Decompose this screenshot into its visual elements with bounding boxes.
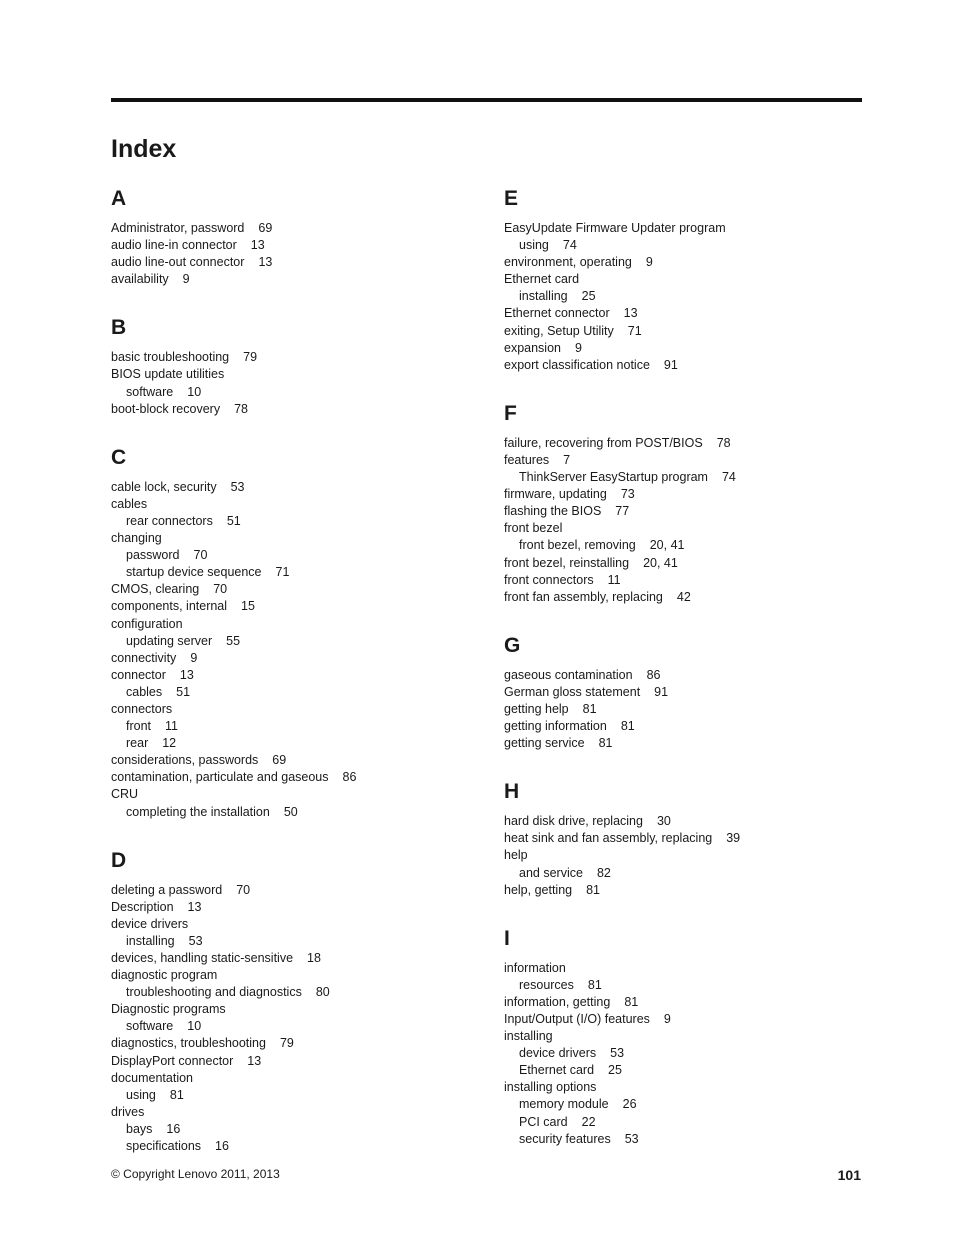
entry-page-ref: 51 <box>176 684 191 699</box>
index-entry <box>111 271 471 288</box>
entry-page-ref: 81 <box>586 882 601 897</box>
index-entry <box>111 366 471 383</box>
entry-page-ref: 86 <box>342 770 357 785</box>
index-entry <box>504 589 864 606</box>
index-entry <box>504 830 864 847</box>
entry-term: Description <box>111 899 174 914</box>
entry-term: configuration <box>111 616 183 631</box>
entry-page-ref: 13 <box>250 238 265 253</box>
entry-term: heat sink and fan assembly, replacing <box>504 831 713 846</box>
entry-term: considerations, passwords <box>111 753 259 768</box>
index-subentry <box>111 984 471 1001</box>
index-subentry <box>111 718 471 735</box>
entry-term: front bezel <box>504 521 563 536</box>
section-letter: A <box>111 187 127 210</box>
index-entry <box>111 882 471 899</box>
entry-page-ref: 25 <box>608 1063 622 1078</box>
index-entry <box>111 916 471 933</box>
index-subentry <box>111 735 471 752</box>
entry-page-ref: 39 <box>726 831 741 846</box>
entry-page-ref: 25 <box>581 289 596 304</box>
index-entry <box>111 667 471 684</box>
entry-page-ref: 9 <box>645 255 653 270</box>
entry-term: cables <box>126 684 163 699</box>
entry-term: and service <box>519 865 583 880</box>
entry-page-ref: 79 <box>243 350 258 365</box>
index-entry <box>111 530 471 547</box>
index-column-right <box>504 185 864 1148</box>
entry-term: device drivers <box>519 1046 597 1061</box>
entry-page-ref: 13 <box>258 255 273 270</box>
entry-page-ref: 7 <box>563 452 571 467</box>
index-subentry <box>111 564 471 581</box>
entry-page-ref: 53 <box>610 1046 625 1061</box>
entry-term: resources <box>519 977 574 992</box>
index-entry <box>111 1070 471 1087</box>
index-entry <box>111 701 471 718</box>
index-entry <box>111 479 471 496</box>
section-letter: B <box>111 316 127 340</box>
index-entry <box>504 1079 864 1096</box>
index-section-d <box>111 847 471 1156</box>
entry-page-ref: 9 <box>182 272 190 287</box>
entry-term: connector <box>111 667 166 682</box>
entry-term: software <box>126 1019 174 1034</box>
entry-page-ref: 73 <box>620 487 635 502</box>
index-entry <box>504 882 864 899</box>
entry-term: CMOS, clearing <box>111 582 200 597</box>
index-subentry <box>111 1018 471 1035</box>
entry-term: failure, recovering from POST/BIOS <box>504 435 703 450</box>
entry-term: gaseous contamination <box>504 667 633 682</box>
entry-term: contamination, particulate and gaseous <box>111 770 329 785</box>
index-section-i <box>504 925 864 1148</box>
entry-page-ref: 69 <box>258 221 273 235</box>
index-entry <box>504 220 864 237</box>
entry-page-ref: 55 <box>226 633 241 648</box>
entry-page-ref: 20, 41 <box>649 538 685 553</box>
index-entry <box>504 486 864 503</box>
entry-page-ref: 11 <box>165 719 178 734</box>
entry-page-ref: 13 <box>187 899 202 914</box>
index-entry <box>504 701 864 718</box>
index-entry <box>504 435 864 452</box>
entry-page-ref: 13 <box>179 667 194 682</box>
entry-term: front fan assembly, replacing <box>504 589 663 604</box>
entry-term: deleting a password <box>111 882 223 897</box>
index-entry <box>504 847 864 864</box>
index-entry <box>111 967 471 984</box>
entry-term: audio line-out connector <box>111 255 245 270</box>
index-entry <box>504 271 864 288</box>
index-subentry <box>504 1045 864 1062</box>
index-entry <box>504 323 864 340</box>
entry-term: BIOS update utilities <box>111 367 225 382</box>
index-subentry <box>111 1087 471 1104</box>
entry-term: German gloss statement <box>504 684 641 699</box>
entry-term: boot-block recovery <box>111 401 221 416</box>
entry-term: Ethernet card <box>504 272 580 287</box>
entry-page-ref: 71 <box>627 323 642 338</box>
entry-term: audio line-in connector <box>111 238 237 253</box>
entry-page-ref: 12 <box>162 736 177 751</box>
entry-page-ref: 71 <box>275 565 290 580</box>
entry-term: export classification notice <box>504 357 650 372</box>
page-number: 101 <box>837 1167 861 1183</box>
entry-term: device drivers <box>111 916 189 931</box>
index-entry <box>111 496 471 513</box>
entry-term: help <box>504 848 528 863</box>
entry-term: Ethernet card <box>519 1063 595 1078</box>
entry-term: DisplayPort connector <box>111 1053 234 1068</box>
entry-page-ref: 91 <box>663 357 678 372</box>
entry-term: CRU <box>111 787 139 802</box>
entry-term: EasyUpdate Firmware Updater program <box>504 221 726 235</box>
index-section-a <box>111 185 471 288</box>
entry-page-ref: 11 <box>607 572 621 587</box>
entry-page-ref: 16 <box>215 1139 229 1154</box>
entry-page-ref: 69 <box>272 753 287 768</box>
entry-page-ref: 20, 41 <box>643 555 678 570</box>
index-subentry <box>504 537 864 554</box>
entry-term: rear <box>126 736 149 751</box>
entry-page-ref: 18 <box>307 951 321 965</box>
entry-page-ref: 79 <box>279 1036 294 1051</box>
entry-term: getting service <box>504 736 585 751</box>
entry-term: getting information <box>504 719 607 734</box>
entry-term: Input/Output (I/O) features <box>504 1012 650 1026</box>
entry-term: environment, operating <box>504 255 632 270</box>
entry-term: updating server <box>126 633 213 648</box>
index-section-f <box>504 400 864 606</box>
entry-term: memory module <box>519 1097 609 1112</box>
entry-term: devices, handling static-sensitive <box>111 951 294 965</box>
index-section-c <box>111 444 471 821</box>
index-entry <box>504 718 864 735</box>
entry-term: help, getting <box>504 882 573 897</box>
index-subentry <box>504 469 864 486</box>
entry-term: getting help <box>504 701 569 716</box>
section-letter: E <box>504 187 519 210</box>
index-entry <box>111 598 471 615</box>
index-section-g <box>504 632 864 752</box>
entry-page-ref: 70 <box>213 582 228 597</box>
entry-term: ThinkServer EasyStartup program <box>519 470 708 485</box>
entry-term: front bezel, reinstalling <box>504 555 630 570</box>
index-entry <box>504 572 864 589</box>
entry-term: expansion <box>504 340 561 355</box>
entry-page-ref: 42 <box>676 589 691 604</box>
section-letter: F <box>504 401 517 425</box>
section-letter: H <box>504 780 520 804</box>
index-entry <box>504 555 864 572</box>
section-letter: I <box>504 926 510 950</box>
entry-page-ref: 81 <box>620 719 635 734</box>
index-entry <box>504 1028 864 1045</box>
index-subentry <box>111 1121 471 1138</box>
entry-page-ref: 78 <box>716 435 731 450</box>
index-entry <box>111 650 471 667</box>
index-subentry <box>504 1062 864 1079</box>
entry-term: PCI card <box>519 1114 568 1129</box>
entry-page-ref: 9 <box>190 650 198 665</box>
index-subentry <box>111 1138 471 1155</box>
index-subentry <box>111 384 471 401</box>
entry-page-ref: 26 <box>622 1097 637 1112</box>
index-entry <box>504 254 864 271</box>
index-subentry <box>111 513 471 530</box>
entry-term: connectors <box>111 701 173 716</box>
index-subentry <box>111 684 471 701</box>
entry-term: Ethernet connector <box>504 306 610 321</box>
index-subentry <box>111 933 471 950</box>
index-subentry <box>504 977 864 994</box>
footer-copyright: © Copyright Lenovo 2011, 2013 <box>111 1167 280 1181</box>
entry-page-ref: 81 <box>598 736 613 751</box>
index-entry <box>111 220 471 237</box>
index-entry <box>504 667 864 684</box>
entry-term: specifications <box>126 1139 202 1154</box>
entry-term: software <box>126 384 174 399</box>
entry-term: Administrator, password <box>111 221 245 235</box>
index-entry <box>504 994 864 1011</box>
entry-term: hard disk drive, replacing <box>504 814 643 829</box>
index-entry <box>111 1104 471 1121</box>
entry-term: using <box>126 1087 156 1102</box>
index-subentry <box>111 633 471 650</box>
entry-term: Diagnostic programs <box>111 1002 226 1017</box>
entry-term: information, getting <box>504 994 611 1009</box>
index-entry <box>111 752 471 769</box>
index-entry <box>111 899 471 916</box>
index-entry <box>504 520 864 537</box>
entry-page-ref: 22 <box>581 1114 596 1129</box>
entry-page-ref: 30 <box>656 814 671 829</box>
entry-term: diagnostics, troubleshooting <box>111 1036 266 1051</box>
index-subentry <box>111 547 471 564</box>
entry-term: startup device sequence <box>126 565 262 580</box>
entry-term: cable lock, security <box>111 479 217 494</box>
entry-page-ref: 81 <box>587 977 602 992</box>
index-subentry <box>504 865 864 882</box>
index-subentry <box>504 1096 864 1113</box>
index-subentry <box>111 804 471 821</box>
entry-term: availability <box>111 272 169 287</box>
entry-term: features <box>504 452 550 467</box>
index-entry <box>504 960 864 977</box>
index-subentry <box>504 1114 864 1131</box>
entry-term: changing <box>111 531 162 546</box>
index-entry <box>111 1001 471 1018</box>
index-entry <box>111 950 471 967</box>
index-entry <box>504 1011 864 1028</box>
entry-page-ref: 82 <box>596 865 611 880</box>
entry-term: using <box>519 238 549 253</box>
index-entry <box>111 401 471 418</box>
section-letter: C <box>111 445 127 469</box>
entry-page-ref: 10 <box>187 384 202 399</box>
index-subentry <box>504 1131 864 1148</box>
index-entry <box>504 452 864 469</box>
index-entry <box>111 349 471 366</box>
entry-page-ref: 74 <box>721 470 736 485</box>
entry-term: installing <box>126 933 175 948</box>
entry-page-ref: 53 <box>624 1131 639 1146</box>
index-section-h <box>504 778 864 898</box>
entry-term: components, internal <box>111 599 228 614</box>
index-subentry <box>504 288 864 305</box>
entry-page-ref: 77 <box>615 504 630 519</box>
index-subentry <box>504 237 864 254</box>
entry-page-ref: 51 <box>226 513 241 528</box>
index-entry <box>111 786 471 803</box>
entry-page-ref: 80 <box>315 985 330 1000</box>
entry-term: installing <box>519 289 568 304</box>
page-title: Index <box>111 135 177 163</box>
index-entry <box>111 1035 471 1052</box>
index-entry <box>504 357 864 374</box>
entry-page-ref: 16 <box>166 1121 181 1136</box>
entry-page-ref: 53 <box>188 933 203 948</box>
entry-term: front bezel, removing <box>519 538 636 553</box>
entry-page-ref: 15 <box>241 599 255 614</box>
entry-page-ref: 70 <box>193 548 208 563</box>
entry-page-ref: 81 <box>582 701 597 716</box>
entry-page-ref: 86 <box>646 667 661 682</box>
entry-term: flashing the BIOS <box>504 504 602 519</box>
index-entry <box>111 581 471 598</box>
index-section-e <box>504 185 864 374</box>
entry-page-ref: 9 <box>575 340 582 355</box>
entry-term: installing <box>504 1029 553 1044</box>
index-entry <box>504 503 864 520</box>
entry-page-ref: 78 <box>234 401 248 416</box>
entry-term: security features <box>519 1131 611 1146</box>
index-entry <box>504 340 864 357</box>
entry-page-ref: 74 <box>562 238 577 253</box>
entry-term: diagnostic program <box>111 968 218 983</box>
index-entry <box>111 769 471 786</box>
entry-term: bays <box>126 1121 153 1136</box>
index-entry <box>504 813 864 830</box>
index-section-b <box>111 314 471 417</box>
index-entry <box>111 254 471 271</box>
entry-page-ref: 50 <box>283 804 298 819</box>
section-letter: G <box>504 633 521 657</box>
entry-term: completing the installation <box>126 804 270 819</box>
entry-term: firmware, updating <box>504 487 607 502</box>
index-entry <box>504 305 864 322</box>
entry-term: information <box>504 960 566 975</box>
entry-term: installing options <box>504 1080 597 1095</box>
entry-term: documentation <box>111 1070 194 1085</box>
index-entry <box>111 1053 471 1070</box>
entry-term: drives <box>111 1104 145 1119</box>
index-entry <box>504 735 864 752</box>
entry-page-ref: 70 <box>236 882 251 897</box>
entry-term: front connectors <box>504 572 594 587</box>
header-rule <box>111 98 862 102</box>
entry-term: cables <box>111 496 148 511</box>
entry-term: basic troubleshooting <box>111 350 230 365</box>
index-column-left <box>111 185 471 1155</box>
entry-page-ref: 13 <box>247 1053 262 1068</box>
entry-page-ref: 10 <box>187 1019 202 1034</box>
entry-term: connectivity <box>111 650 177 665</box>
entry-page-ref: 13 <box>623 306 638 321</box>
index-entry <box>111 616 471 633</box>
section-letter: D <box>111 848 127 872</box>
entry-term: front <box>126 719 152 734</box>
entry-term: troubleshooting and diagnostics <box>126 985 302 1000</box>
index-entry <box>111 237 471 254</box>
entry-term: exiting, Setup Utility <box>504 323 614 338</box>
entry-term: password <box>126 548 180 563</box>
entry-page-ref: 81 <box>624 994 639 1009</box>
index-entry <box>504 684 864 701</box>
entry-page-ref: 9 <box>663 1012 671 1026</box>
entry-page-ref: 81 <box>169 1087 184 1102</box>
entry-page-ref: 53 <box>230 479 245 494</box>
entry-term: rear connectors <box>126 513 213 528</box>
entry-page-ref: 91 <box>654 684 669 699</box>
